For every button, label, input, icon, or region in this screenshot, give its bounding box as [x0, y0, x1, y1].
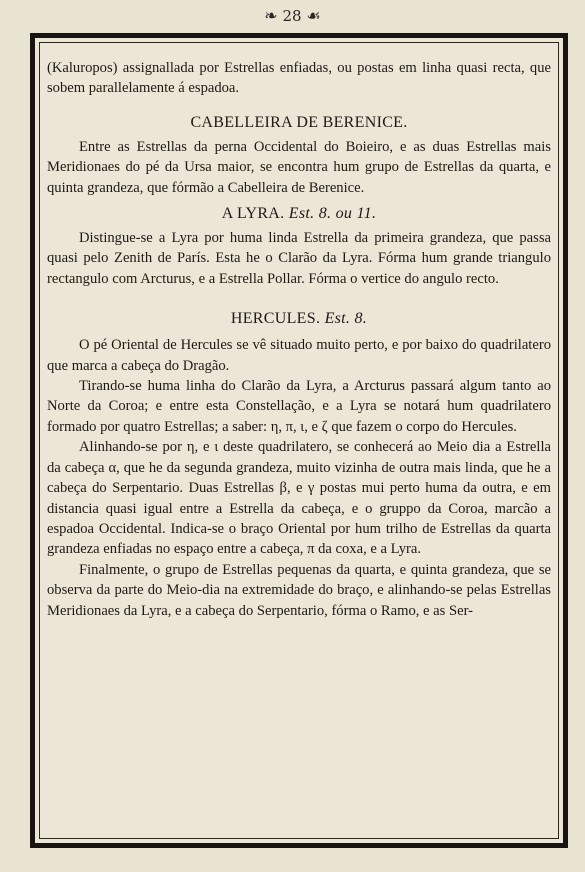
page-number: 28 [282, 7, 302, 25]
paragraph: Entre as Estrellas da perna Occidental do Boieiro, e as duas Estrellas mais Meridionaes do pé da Ursa maior, se encontra hum grupo de Estrellas da quarta, e quinta grandeza, que fórmão a Cabelleira de Berenice. [47, 138, 551, 196]
heading-cabelleira: CABELLEIRA DE BERENICE. [190, 113, 408, 131]
paragraph: Finalmente, o grupo de Estrellas pequenas da quarta, e quinta grandeza, que se observa da parte do Meio-dia na extremidade do braço, e alinhando-se pelas Estrellas Meridionaes da Lyra, e a cabeça do Serpentario, fórma o Ramo, e as Ser- [47, 561, 551, 619]
heading-hercules-title: HERCULES. [230, 310, 321, 328]
paragraph: Tirando-se huma linha do Clarão da Lyra, a Arcturus passará algum tanto ao Norte da Coroa; e entre esta Constellação, e a Lyra se notará hum quadrilatero formado por quatro Estrellas; a saber: η, π, ι, e ζ que fazem o corpo do Hercules. [47, 378, 551, 435]
right-ornament-icon: ☙ [306, 6, 321, 25]
paragraph: Alinhando-se por η, e ι deste quadrilatero, se conhecerá ao Meio dia a Estrella da cabeça α, que he da segunda grandeza, muito vizinha de outra mais linda, que he a cabeça do Serpentario. Duas Estrellas β, e γ postas mui perto huma da outra, e em distancia quasi igual entre a Estrella da cabeça, e o gruppo da Coroa, marcão a espadoa Occidental. Indica-se o braço Oriental por hum trilho de Estrellas da quarta grandeza enfiadas no espaço entre a cabeça, π da coxa, e a Lyra. [47, 439, 551, 558]
page-content [47, 58, 551, 621]
paragraph: O pé Oriental de Hercules se vê situado muito perto, e por baixo do quadrilatero que marca a cabeça do Dragão. [47, 337, 551, 374]
heading-hercules-ref: Est. 8. [324, 310, 368, 328]
paragraph: (Kaluropos) assignallada por Estrellas enfiadas, ou postas em linha quasi recta, que sobem parallelamente á espadoa. [47, 60, 551, 97]
heading-lyra-title: A LYRA. [221, 205, 285, 223]
heading-lyra [47, 204, 551, 224]
heading-lyra-ref: Est. 8. ou 11. [288, 205, 377, 223]
page-number-area [0, 6, 585, 25]
heading-hercules [47, 309, 551, 329]
page-frame [30, 33, 568, 848]
left-ornament-icon: ❧ [264, 6, 278, 25]
paragraph: Distingue-se a Lyra por huma linda Estrella da primeira grandeza, que passa quasi pelo Zenith de París. Esta he o Clarão da Lyra. Fórma hum grande triangulo rectangulo com Arcturus, e a Estrella Pollar. Fórma o vertice do angulo recto. [47, 230, 551, 287]
